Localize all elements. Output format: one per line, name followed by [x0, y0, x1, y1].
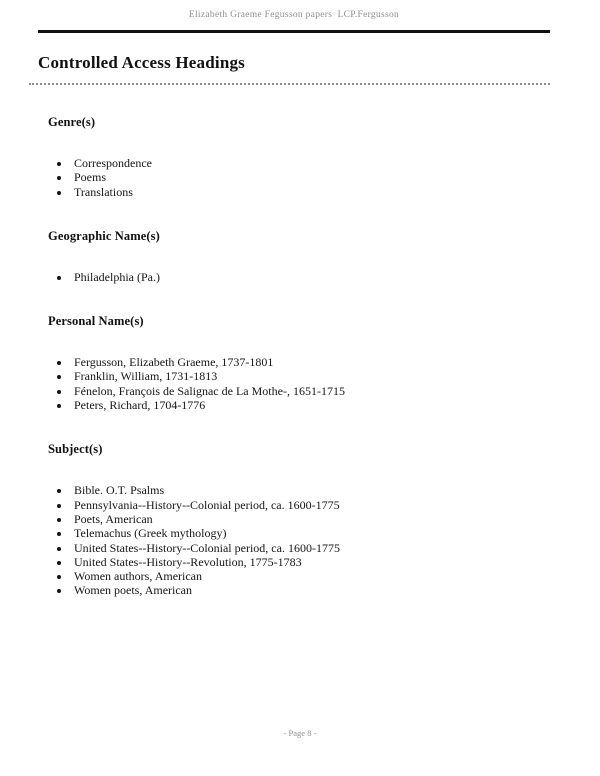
- list-item: • Women poets, American: [71, 583, 550, 597]
- page-title: Controlled Access Headings: [38, 53, 246, 72]
- section-list: [48, 355, 550, 412]
- section-heading: Personal Name(s): [48, 314, 144, 329]
- section: [48, 314, 550, 412]
- list-item: • Fénelon, François de Salignac de La Mothe-, 1651-1715: [71, 384, 550, 398]
- list-item: • Telemachus (Greek mythology): [71, 526, 550, 540]
- list-item: • United States--History--Revolution, 1775-1783: [71, 555, 550, 569]
- list-item: • Translations: [71, 185, 550, 199]
- page-number-footer: - Page 8 -: [283, 728, 317, 738]
- list-item: • Correspondence: [71, 156, 550, 170]
- list-item: • Philadelphia (Pa.): [71, 270, 550, 284]
- list-item: • Fergusson, Elizabeth Graeme, 1737-1801: [71, 355, 550, 369]
- section: [48, 115, 550, 199]
- list-item: • Franklin, William, 1731-1813: [71, 369, 550, 383]
- list-item: • Women authors, American: [71, 569, 550, 583]
- section-list: [48, 483, 550, 597]
- section-heading: Geographic Name(s): [48, 228, 160, 243]
- list-item: • United States--History--Colonial period, ca. 1600-1775: [71, 541, 550, 555]
- top-rule: [38, 30, 550, 33]
- list-item: • Poems: [71, 170, 550, 184]
- section-heading: Subject(s): [48, 442, 103, 457]
- list-item: • Bible. O.T. Psalms: [71, 483, 550, 497]
- sections-container: [38, 115, 550, 598]
- section-heading: Genre(s): [48, 115, 96, 129]
- section-list: [48, 156, 550, 199]
- section-list: [48, 270, 550, 284]
- list-item: • Pennsylvania--History--Colonial period, ca. 1600-1775: [71, 498, 550, 512]
- running-header: Elizabeth Graeme Fegusson papers LCP.Fergusson: [188, 10, 400, 20]
- section: [48, 442, 550, 597]
- list-item: • Peters, Richard, 1704-1776: [71, 398, 550, 412]
- list-item: • Poets, American: [71, 512, 550, 526]
- dotted-rule: [29, 83, 550, 85]
- section: [48, 229, 550, 284]
